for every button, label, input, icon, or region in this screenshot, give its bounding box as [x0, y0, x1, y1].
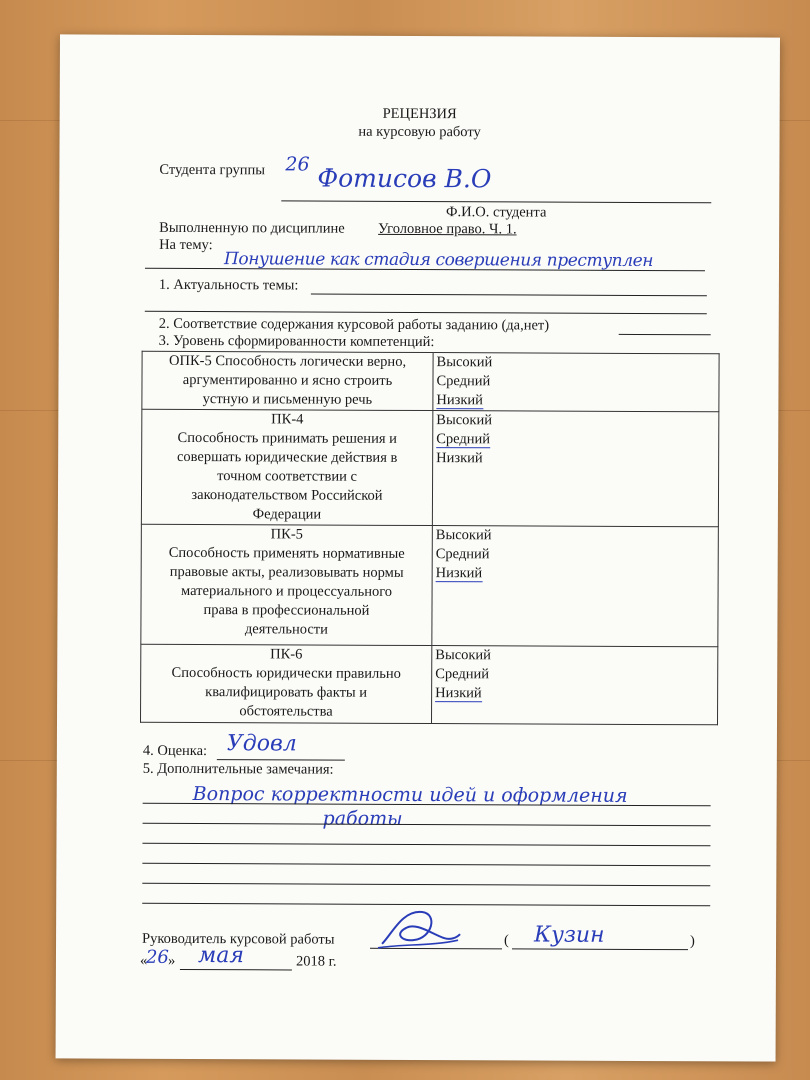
- topic-value: Понушение как стадия совершения преступлен: [223, 249, 654, 272]
- student-group-label: Студента группы: [159, 161, 266, 179]
- competence-table: [140, 351, 720, 726]
- doc-title: РЕЦЕНЗИЯ: [382, 105, 457, 123]
- discipline-label: Выполненную по дисциплине: [159, 219, 345, 237]
- date-close-quote: »: [167, 952, 176, 969]
- competence-description-line: правовые акты, реализовывать нормы: [169, 563, 404, 581]
- supervisor-close-paren: ): [690, 933, 695, 950]
- remarks-line-5: [142, 883, 710, 886]
- competence-level-label: Высокий: [436, 354, 493, 371]
- competence-label: 3. Уровень сформированности компетенций:: [158, 332, 435, 351]
- competence-description-line: ПК-4: [271, 411, 304, 428]
- remarks-line-4: [142, 863, 710, 866]
- competence-levels: [432, 526, 719, 647]
- supervisor-open-paren: (: [504, 932, 509, 949]
- competence-level-option: [435, 646, 714, 666]
- competence-level-option: [436, 449, 715, 469]
- competence-level-option: [436, 411, 715, 431]
- competence-description-line: права в профессиональной: [203, 602, 370, 619]
- competence-description-line: ОПК-5 Способность логически верно,: [169, 352, 407, 370]
- grade-value: Удовл: [226, 731, 297, 757]
- supervisor-label: Руководитель курсовой работы: [142, 930, 335, 948]
- competence-description-line: ПК-5: [270, 526, 303, 543]
- competence-row: [141, 409, 718, 527]
- competence-level-label: Высокий: [436, 412, 493, 429]
- competence-level-option: [436, 391, 715, 411]
- competence-description-line: обстоятельства: [239, 703, 333, 720]
- competence-level-label: Низкий: [436, 450, 483, 467]
- remarks-value-1: Вопрос корректности идей и оформления: [192, 783, 628, 807]
- competence-level-marked: Низкий: [436, 392, 483, 409]
- competence-description-line: совершать юридические действия в: [176, 448, 398, 466]
- remarks-value-2: работы: [322, 807, 403, 830]
- fio-caption: Ф.И.О. студента: [446, 204, 547, 221]
- doc-subtitle: на курсовую работу: [358, 123, 481, 141]
- competence-row: [141, 644, 718, 725]
- competence-level-marked: Низкий: [435, 685, 482, 702]
- competence-level-label: Средний: [435, 546, 490, 563]
- competence-levels: [433, 353, 719, 412]
- remarks-label: 5. Дополнительные замечания:: [142, 760, 334, 778]
- competence-levels: [432, 646, 718, 725]
- remarks-line-2: [143, 823, 711, 826]
- relevance-line-1: [311, 294, 707, 297]
- competence-description-line: устную и письменную речь: [202, 391, 373, 408]
- competence-level-option: [436, 372, 715, 392]
- date-day-value: 26: [145, 946, 169, 968]
- supervisor-name-line: [512, 948, 688, 950]
- competence-level-label: Средний: [435, 666, 490, 683]
- grade-label: 4. Оценка:: [142, 742, 208, 760]
- competence-description-line: Способность юридически правильно: [171, 664, 401, 682]
- competence-level-marked: Средний: [436, 431, 491, 448]
- relevance-label: 1. Актуальность темы:: [158, 276, 299, 294]
- competence-description-line: ПК-6: [270, 646, 303, 663]
- competence-level-option: [436, 545, 715, 565]
- signature-image: [372, 904, 462, 956]
- competence-description: [141, 409, 432, 525]
- competence-row: [142, 351, 719, 412]
- supervisor-name-value: Кузин: [534, 922, 605, 948]
- competence-levels: [432, 411, 718, 527]
- review-sheet: [56, 34, 780, 1061]
- competence-level-option: [435, 684, 714, 704]
- student-name-value: Фотисов В.О: [317, 163, 492, 194]
- competence-description-line: аргументированно и ясно строить: [182, 371, 393, 389]
- competence-level-option: [436, 430, 715, 450]
- date-open-quote: «: [139, 952, 148, 969]
- competence-level-label: Средний: [436, 373, 491, 390]
- competence-description: [142, 351, 433, 410]
- remarks-line-3: [142, 843, 710, 846]
- competence-description-line: точном соответствии с: [217, 468, 358, 485]
- competence-level-label: Высокий: [435, 527, 492, 544]
- competence-description-line: деятельности: [244, 621, 328, 638]
- relevance-line-2: [145, 311, 707, 314]
- discipline-value: Уголовное право. Ч. 1.: [378, 220, 517, 238]
- competence-level-option: [435, 665, 714, 685]
- competence-row: [141, 524, 719, 647]
- competence-level-option: [437, 353, 716, 373]
- date-year: 2018 г.: [295, 953, 337, 970]
- topic-label: На тему:: [159, 236, 213, 254]
- competence-description: [141, 524, 433, 645]
- competence-level-marked: Низкий: [435, 565, 483, 582]
- competence-level-option: [436, 526, 715, 546]
- competence-description-line: квалифицировать факты и: [205, 684, 368, 701]
- conformity-label: 2. Соответствие содержания курсовой работы заданию (да,нет): [158, 315, 550, 334]
- student-group-value: 26: [285, 153, 310, 176]
- competence-description-line: Способность применять нормативные: [168, 544, 405, 562]
- competence-level-option: [436, 564, 715, 584]
- competence-description-line: Способность принимать решения и: [177, 429, 397, 447]
- competence-description-line: материального и процессуального: [181, 582, 393, 600]
- competence-level-label: Высокий: [435, 647, 492, 664]
- competence-description-line: Федерации: [252, 506, 322, 523]
- date-month-value: мая: [197, 943, 244, 969]
- competence-description: [141, 644, 432, 723]
- date-month-line: [180, 969, 292, 970]
- conformity-line: [619, 334, 711, 335]
- competence-description-line: законодательством Российской: [191, 487, 383, 504]
